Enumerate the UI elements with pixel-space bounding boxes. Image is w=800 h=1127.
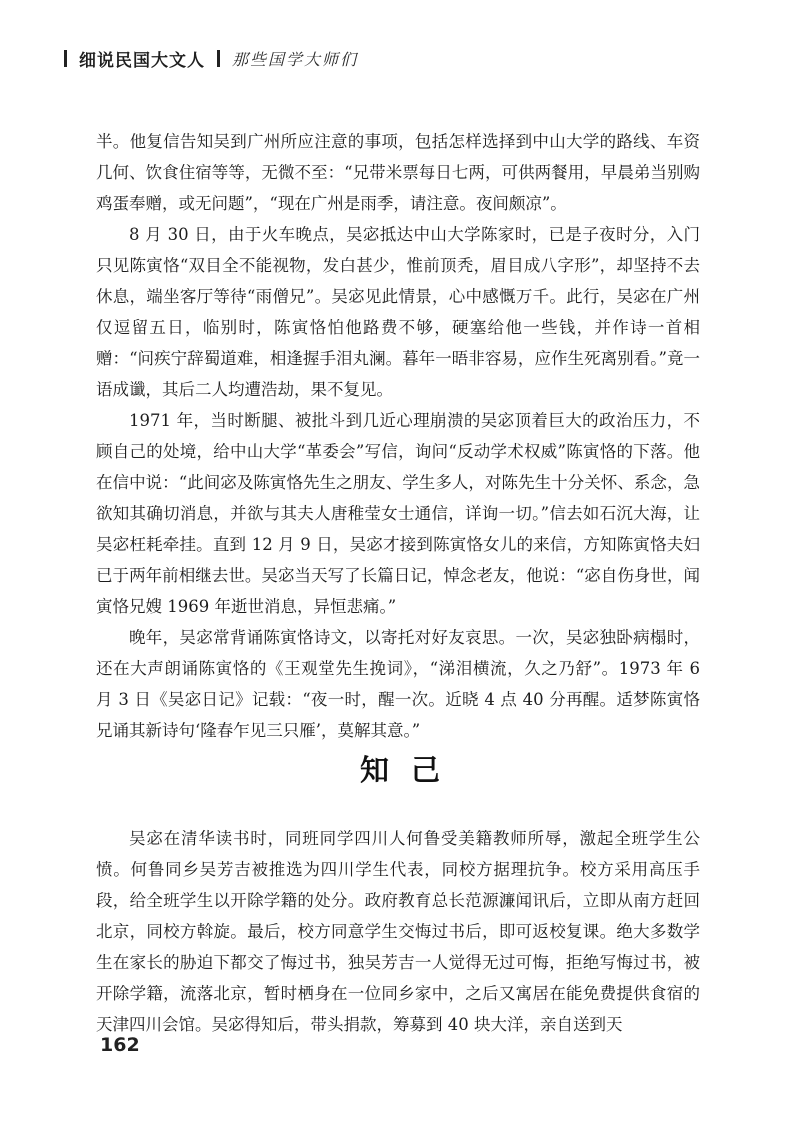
running-header <box>64 44 358 72</box>
paragraph: 8 月 30 日，由于火车晚点，吴宓抵达中山大学陈家时，已是子夜时分，入门只见陈寅恪“双目全不能视物，发白甚少，惟前顶秃，眉目成八字形”，却坚持不去休息，端坐客厅等待“雨僧兄”。吴宓见此情景，心中感慨万千。此行，吴宓在广州仅逗留五日，临别时，陈寅恪怕他路费不够，硬塞给他一些钱，并作诗一首相赠：“问疾宁辞蜀道难，相逢握手泪丸澜。暮年一晤非容易，应作生死离别看。”竟一语成谶，其后二人均遭浩劫，果不复见。 <box>96 225 700 399</box>
book-title: 细说民国大文人 <box>79 50 205 71</box>
header-divider-left <box>64 50 67 67</box>
paragraph: 吴宓在清华读书时，同班同学四川人何鲁受美籍教师所辱，激起全班学生公愤。何鲁同乡吴芳吉被推选为四川学生代表，同校方据理抗争。校方采用高压手段，给全班学生以开除学籍的处分。政府教育总长范源濂闻讯后，立即从南方赶回北京，同校方斡旋。最后，校方同意学生交悔过书后，即可返校复课。绝大多数学生在家长的胁迫下都交了悔过书，独吴芳吉一人觉得无过可悔，拒绝写悔过书，被开除学籍，流落北京，暂时栖身在一位同乡家中，之后又寓居在能免费提供食宿的天津四川会馆。吴宓得知后，带头捐款，筹募到 40 块大洋，亲自送到天 <box>96 829 700 1034</box>
book-subtitle: 那些国学大师们 <box>232 49 359 69</box>
paragraph-continued: 半。他复信告知吴到广州所应注意的事项，包括怎样选择到中山大学的路线、车资几何、饮食住宿等等，无微不至：“兄带米票每日七两，可供两餐用，早晨弟当别购鸡蛋奉赠，或无问题”，“现在广州是雨季，请注意。夜间颇凉”。 <box>96 132 700 213</box>
paragraph: 晚年，吴宓常背诵陈寅恪诗文，以寄托对好友哀思。一次，吴宓独卧病榻时，还在大声朗诵陈寅恪的《王观堂先生挽词》，“涕泪横流，久之乃舒”。1973 年 6 月 3 日《吴宓日记》记载：“夜一时，醒一次。近晓 4 点 40 分再醒。适梦陈寅恪兄诵其新诗句‘隆春乍见三只雁’，莫解其意。” <box>96 628 700 740</box>
paragraph: 1971 年，当时断腿、被批斗到几近心理崩溃的吴宓顶着巨大的政治压力，不顾自己的处境，给中山大学“革委会”写信，询问“反动学术权威”陈寅恪的下落。他在信中说：“此间宓及陈寅恪先生之朋友、学生多人，对陈先生十分关怀、系念，急欲知其确切消息，并欲与其夫人唐稚莹女士通信，详询一切。”信去如石沉大海，让吴宓枉耗牵挂。直到 12 月 9 日，吴宓才接到陈寅恪女儿的来信，方知陈寅恪夫妇已于两年前相继去世。吴宓当天写了长篇日记，悼念老友，他说：“宓自伤身世，闻寅恪兄嫂 1969 年逝世消息，异恒悲痛。” <box>96 411 700 616</box>
body-text-bottom <box>96 823 700 1040</box>
body-text-top <box>96 126 700 746</box>
header-divider-middle <box>217 50 220 67</box>
page-number: 162 <box>100 1034 140 1056</box>
section-title: 知己 <box>359 753 462 787</box>
